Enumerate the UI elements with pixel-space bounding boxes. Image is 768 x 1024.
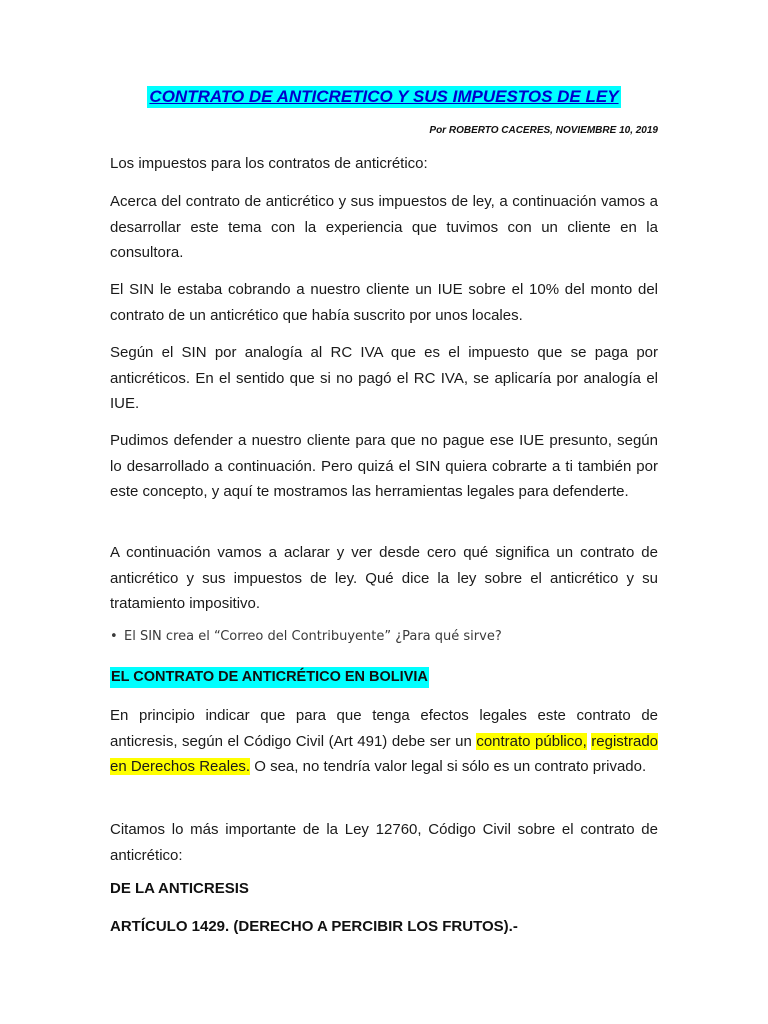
- subheading-anticresis: DE LA ANTICRESIS: [110, 880, 249, 897]
- highlight-public-contract: contrato público,: [476, 732, 587, 750]
- principle-text-after: O sea, no tendría valor legal si sólo es un contrato privado.: [250, 758, 647, 775]
- paragraph-sin-charge: El SIN le estaba cobrando a nuestro cliente un IUE sobre el 10% del monto del contrato de un anticrético que había suscrito por unos locales.: [110, 281, 658, 324]
- paragraph-citation: Citamos lo más importante de la Ley 12760, Código Civil sobre el contrato de anticrético:: [110, 821, 658, 864]
- related-article-link[interactable]: El SIN crea el “Correo del Contribuyente” ¿Para qué sirve?: [124, 629, 502, 644]
- document-title: CONTRATO DE ANTICRETICO Y SUS IMPUESTOS DE LEY: [149, 87, 619, 106]
- paragraph-analogy: Según el SIN por analogía al RC IVA que es el impuesto que se paga por anticréticos. En el sentido que si no pagó el RC IVA, se aplicaría por analogía el IUE.: [110, 344, 658, 412]
- article-heading: ARTÍCULO 1429. (DERECHO A PERCIBIR LOS FRUTOS).-: [110, 918, 518, 935]
- related-article-bullet[interactable]: [110, 629, 658, 644]
- paragraph-principle: [110, 703, 658, 780]
- byline: Por ROBERTO CACERES, NOVIEMBRE 10, 2019: [429, 125, 658, 136]
- title-container: [0, 86, 768, 108]
- bullet-icon: •: [110, 629, 118, 644]
- paragraph-about: Acerca del contrato de anticrético y sus impuestos de ley, a continuación vamos a desarrollar este tema con la experiencia que tuvimos con un cliente en la consultora.: [110, 193, 658, 261]
- principle-text-before: En principio indicar que para que tenga efectos legales este contrato de anticresis, según el Código Civil (Art 491) debe ser un: [110, 707, 658, 750]
- highlight-registered: registrado en Derechos Reales.: [110, 732, 658, 775]
- paragraph-defense: Pudimos defender a nuestro cliente para que no pague ese IUE presunto, según lo desarrollado a continuación. Pero quizá el SIN quiera cobrarte a ti también por este concepto, y aquí te mostramos las herramientas legales para defenderte.: [110, 432, 658, 500]
- paragraph-intro: Los impuestos para los contratos de anticrético:: [110, 155, 428, 172]
- paragraph-clarify: A continuación vamos a aclarar y ver desde cero qué significa un contrato de anticrético y sus impuestos de ley. Qué dice la ley sobre el anticrético y su tratamiento impositivo.: [110, 544, 658, 612]
- section-heading: EL CONTRATO DE ANTICRÉTICO EN BOLIVIA: [110, 667, 429, 688]
